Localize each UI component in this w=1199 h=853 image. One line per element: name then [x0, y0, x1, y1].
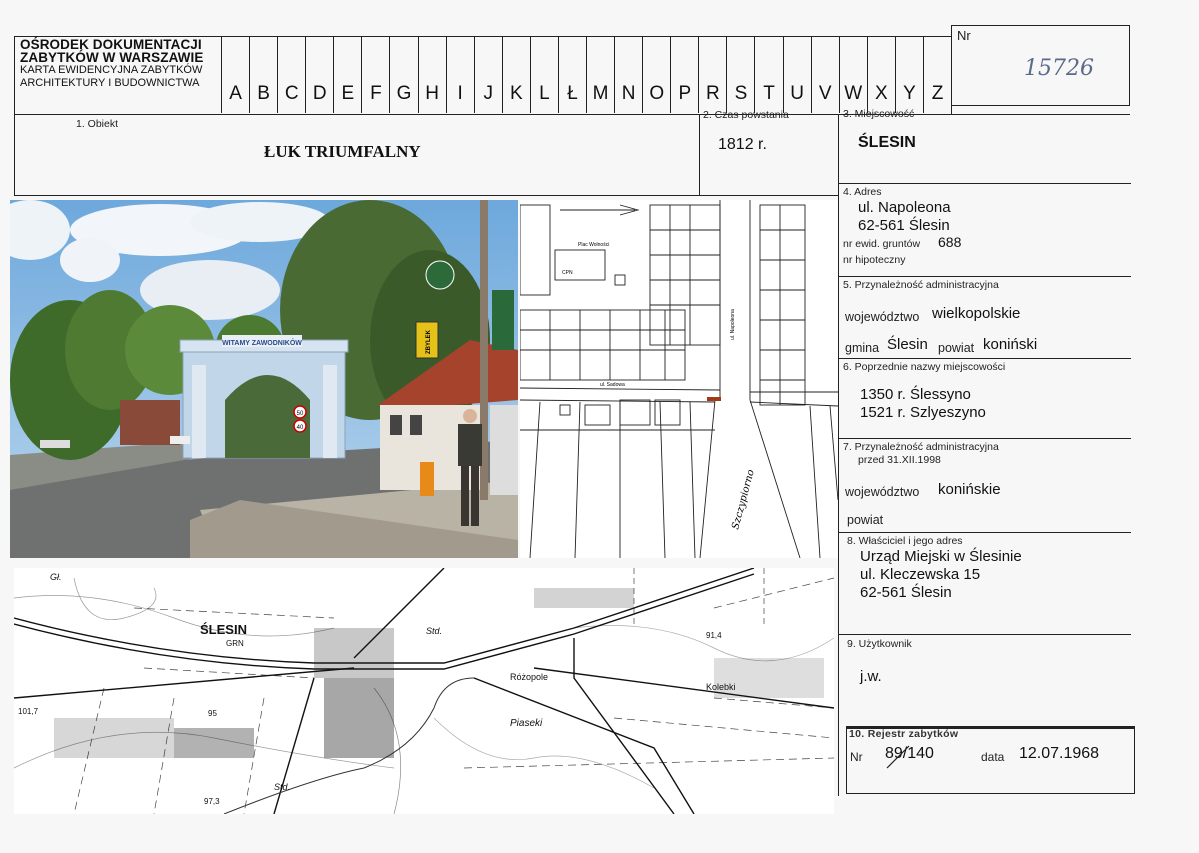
rejestr-data-label: data [981, 750, 1005, 764]
alphabet-letter: Ł [567, 83, 578, 104]
alphabet-cell [811, 36, 839, 113]
alphabet-cell [361, 36, 389, 113]
alphabet-letter: A [229, 83, 242, 104]
frame-left [14, 36, 15, 196]
speed-sign-2: 40 [296, 425, 304, 431]
alphabet-cell [249, 36, 277, 113]
alphabet-letter: U [790, 83, 804, 104]
plan-handwritten: Szczypiorno [730, 468, 757, 531]
alphabet-cell [783, 36, 811, 113]
miejscowosc-value: ŚLESIN [858, 134, 916, 151]
alphabet-letter: L [539, 83, 550, 104]
alphabet-cell [305, 36, 333, 113]
topo-village-rozopole: Różopole [510, 672, 549, 682]
adres-street: ul. Napoleona [858, 199, 951, 216]
alphabet-letter: B [257, 83, 270, 104]
shop-sign: ZBYLEK [426, 330, 432, 354]
alphabet-cell [586, 36, 614, 113]
powiat-label: powiat [938, 341, 975, 355]
line-after-5 [838, 358, 1131, 359]
miejscowosc-label: 3. Miejscowość [843, 108, 915, 120]
topo-town: ŚLESIN [200, 622, 247, 637]
obiekt-value: ŁUK TRIUMFALNY [264, 142, 421, 161]
powiat-value: koniński [983, 336, 1038, 353]
alphabet-letter: G [396, 83, 412, 104]
wlasciciel-line2: ul. Kleczewska 15 [860, 566, 981, 583]
woj-value: wielkopolskie [932, 305, 1021, 322]
institution-line2: ZABYTKÓW W WARSZAWIE [20, 50, 204, 65]
alphabet-cell [474, 36, 502, 113]
alphabet-cell [923, 36, 951, 113]
gmina-value: Ślesin [887, 336, 928, 353]
alphabet-letter: Z [931, 83, 944, 104]
alphabet-cell [867, 36, 895, 113]
przyn-old-label2: przed 31.XII.1998 [858, 454, 941, 466]
line-after-8 [838, 634, 1131, 635]
rejestr-label: 10. Rejestr zabytków [849, 728, 959, 740]
alphabet-letter: F [370, 83, 382, 104]
alphabet-letter: Y [903, 83, 916, 104]
institution-header [20, 38, 203, 90]
wlasciciel-line1: Urząd Miejski w Ślesinie [860, 548, 1022, 565]
nr-label: Nr [957, 28, 971, 43]
alphabet-cell [221, 36, 249, 113]
gmina-label: gmina [845, 341, 880, 355]
alphabet-letter: P [678, 83, 692, 104]
alphabet-letter: S [734, 83, 748, 104]
topo-height-1: 101,7 [18, 707, 39, 716]
powiat-old-label: powiat [847, 513, 884, 527]
przyn-label: 5. Przynależność administracyjna [843, 279, 999, 291]
alphabet-cell [839, 36, 867, 113]
line-after-3 [838, 183, 1131, 184]
wlasciciel-label: 8. Właściciel i jego adres [847, 535, 963, 547]
divider-czas [838, 114, 839, 796]
triumphal-arch [180, 335, 348, 458]
speed-sign-1: 50 [296, 411, 304, 417]
alphabet-letter: E [341, 83, 355, 104]
wlasciciel-line3: 62-561 Ślesin [860, 584, 952, 601]
woj-label: województwo [845, 310, 920, 324]
alphabet-letter: K [509, 83, 523, 104]
alphabet-cell [389, 36, 417, 113]
alphabet-cell [726, 36, 754, 113]
obiekt-label: 1. Obiekt [76, 118, 119, 130]
topographic-map [14, 568, 834, 814]
alphabet-letter: R [706, 83, 720, 104]
alphabet-cell [418, 36, 446, 113]
alphabet-cell [530, 36, 558, 113]
poprzednie-line2: 1521 r. Szlyeszyno [860, 404, 986, 421]
row1-bottom-line [14, 195, 838, 196]
header-bottom-line [14, 114, 1130, 115]
alphabet-cell [895, 36, 923, 113]
alphabet-cell [277, 36, 305, 113]
alphabet-cell [558, 36, 586, 113]
uzytkownik-value: j.w. [860, 668, 882, 685]
gate-sign: WITAMY ZAWODNIKÓW [222, 340, 302, 347]
plan-label-cpn: CPN [562, 270, 573, 276]
line-after-6 [838, 438, 1131, 439]
divider-obiekt [699, 114, 700, 196]
alphabet-index [221, 36, 951, 113]
institution-line1: OŚRODEK DOKUMENTACJI [20, 37, 202, 52]
alphabet-letter: T [763, 83, 775, 104]
rejestr-nr-value: 89/140 [885, 745, 934, 762]
alphabet-letter: J [483, 83, 493, 104]
plan-street-sadowa: ul. Sadowa [600, 382, 625, 388]
topo-village-piaseki: Piaseki [510, 718, 543, 729]
alphabet-letter: I [457, 83, 463, 104]
woj-old-value: konińskie [938, 481, 1001, 498]
alphabet-cell [502, 36, 530, 113]
topo-height-2: 97,3 [204, 797, 220, 806]
nr-value: 15726 [1024, 56, 1094, 81]
arch-marker [707, 397, 721, 401]
topo-gl: Gł. [50, 572, 62, 582]
alphabet-letter: O [649, 83, 665, 104]
alphabet-cell [670, 36, 698, 113]
line-after-4 [838, 276, 1131, 277]
plan-street-napoleona: ul. Napoleona [730, 309, 736, 340]
adres-label: 4. Adres [843, 186, 882, 198]
alphabet-cell [614, 36, 642, 113]
alphabet-letter: D [312, 83, 327, 104]
topo-std-2: Std. [274, 782, 291, 792]
alphabet-cell [333, 36, 361, 113]
rejestr-nr-strike [883, 742, 913, 772]
alphabet-letter: V [818, 83, 832, 104]
rejestr-nr-label: Nr [850, 750, 863, 764]
site-plan [520, 200, 838, 558]
uzytkownik-label: 9. Użytkownik [847, 638, 912, 650]
topo-std-1: Std. [426, 626, 443, 636]
line-after-7 [838, 532, 1131, 533]
photo-arch [10, 200, 518, 558]
plan-label-plac: Plac Wolności [578, 242, 610, 248]
alphabet-letter: X [874, 83, 888, 104]
czas-value: 1812 r. [718, 136, 767, 153]
alphabet-cell [754, 36, 782, 113]
ewid-label: nr ewid. gruntów [843, 238, 921, 250]
topo-village-kolebki: Kolebki [706, 682, 736, 692]
czas-label: 2. Czas powstania [703, 109, 789, 121]
ewid-value: 688 [938, 234, 962, 250]
institution-line3: KARTA EWIDENCYJNA ZABYTKÓW [20, 64, 203, 76]
alphabet-letter: W [844, 83, 863, 104]
alphabet-cell [446, 36, 474, 113]
poprzednie-label: 6. Poprzednie nazwy miejscowości [843, 361, 1006, 373]
adres-city: 62-561 Ślesin [858, 217, 950, 234]
poprzednie-line1: 1350 r. Ślessyno [860, 386, 971, 403]
alphabet-letter: H [425, 83, 439, 104]
institution-line4: ARCHITEKTURY I BUDOWNICTWA [20, 77, 200, 89]
hipo-label: nr hipoteczny [843, 254, 906, 266]
topo-height-3: 91,4 [706, 631, 722, 640]
topo-height-4: 95 [208, 709, 217, 718]
alphabet-cell [698, 36, 726, 113]
przyn-old-label1: 7. Przynależność administracyjna [843, 441, 999, 453]
woj-old-label: województwo [845, 485, 920, 499]
alphabet-letter: N [621, 83, 636, 104]
topo-grn: GRN [226, 639, 244, 648]
alphabet-cell [642, 36, 670, 113]
alphabet-letter: C [284, 83, 299, 104]
alphabet-letter: M [592, 83, 609, 104]
rejestr-data-value: 12.07.1968 [1019, 745, 1100, 762]
